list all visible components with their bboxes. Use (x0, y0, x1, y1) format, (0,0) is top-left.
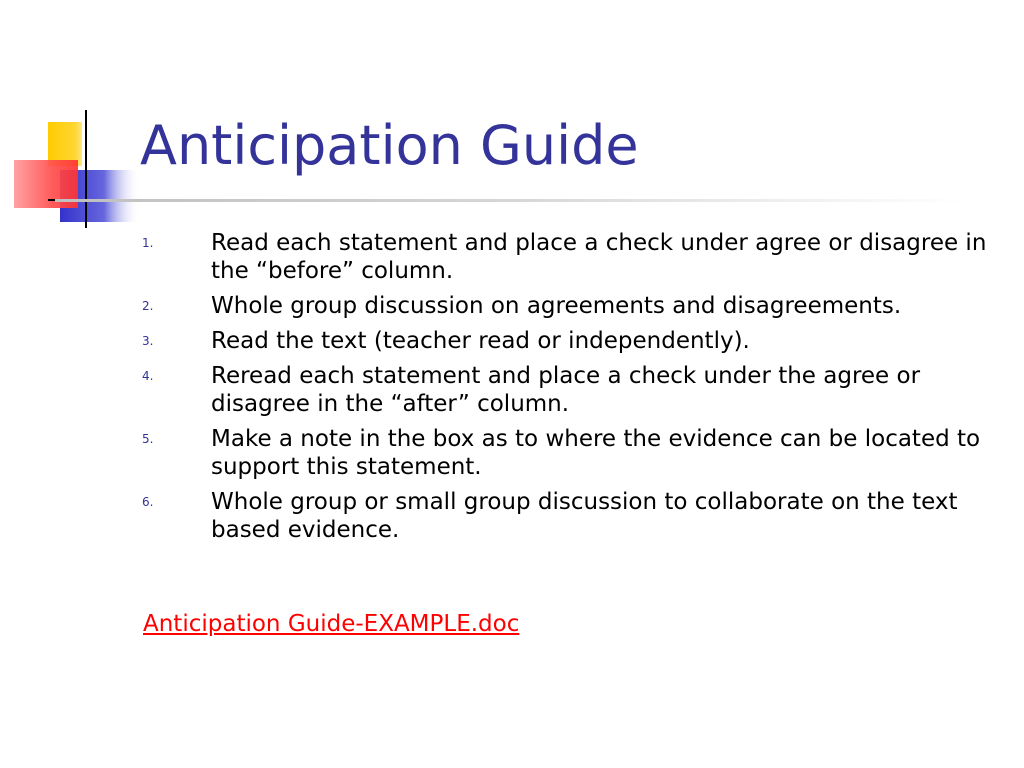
slide-title: Anticipation Guide (140, 114, 639, 177)
step-number: 4. (142, 369, 154, 383)
step-item (0, 488, 1024, 544)
step-number: 6. (142, 495, 154, 509)
example-doc-link[interactable]: Anticipation Guide-EXAMPLE.doc (143, 611, 520, 637)
step-text: Read the text (teacher read or independently). (211, 328, 750, 354)
step-item (0, 292, 1024, 320)
step-text: Whole group or small group discussion to collaborate on the text based evidence. (211, 489, 958, 543)
step-text: Reread each statement and place a check under the agree or disagree in the “after” column. (211, 363, 921, 417)
step-text: Make a note in the box as to where the evidence can be located to support this statement. (211, 426, 981, 480)
title-divider (55, 199, 965, 202)
step-text: Read each statement and place a check under agree or disagree in the “before” column. (211, 230, 987, 284)
step-item (0, 327, 1024, 355)
corner-decoration (0, 100, 140, 240)
step-number: 2. (142, 299, 154, 313)
step-text: Whole group discussion on agreements and disagreements. (211, 293, 902, 319)
step-number: 3. (142, 334, 154, 348)
step-item (0, 425, 1024, 481)
step-number: 5. (142, 432, 154, 446)
step-item (0, 229, 1024, 285)
steps-list (0, 229, 1024, 551)
step-item (0, 362, 1024, 418)
step-number: 1. (142, 236, 154, 250)
deco-yellow-square (48, 122, 82, 166)
